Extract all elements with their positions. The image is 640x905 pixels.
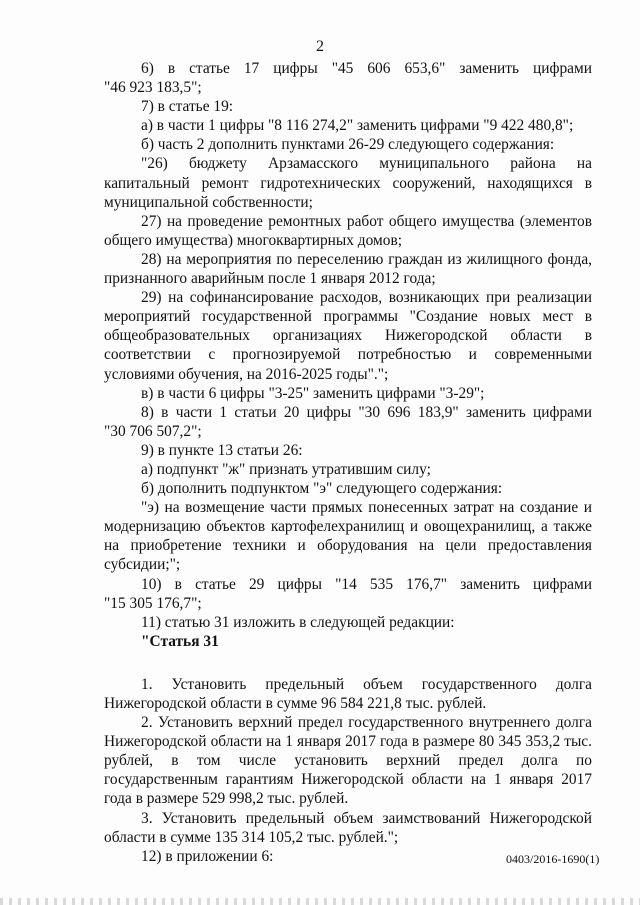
paragraph: а) подпункт "ж" признать утратившим силу; — [141, 460, 431, 478]
paragraph: 29) на софинансирование расходов, возникающих при реализации мероприятий государственной программы "Создание новых мест в общеобразовательных организациях Нижегородской области в соответствии с прогнозируемой потребностью и современными условиями обучения, на 2016-2025 годы"."; — [104, 289, 592, 383]
paragraph: 3. Установить предельный объем заимствований Нижегородской области в сумме 135 314 105,2 тыс. рублей."; — [104, 809, 592, 846]
paragraph: 9) в пункте 13 статьи 26: — [141, 441, 303, 459]
document-code: 0403/2016-1690(1) — [506, 852, 600, 866]
paragraph: 2. Установить верхний предел государственного внутреннего долга Нижегородской области на 1 января 2017 года в размере 80 345 353,2 тыс. рублей, в том числе установить верхний предел долга по государственным гарантиям Нижегородской области на 1 января 2017 года в размере 529 998,2 тыс. рублей. — [104, 714, 592, 808]
page-number: 2 — [316, 38, 324, 55]
paragraph: "э) на возмещение части прямых понесенных затрат на создание и модернизацию объектов картофелехранилищ и овощехранилищ, а также на приобретение техники и оборудования на цели предоставления субсидии;"; — [104, 499, 592, 574]
paragraph: 11) статью 31 изложить в следующей редакции: — [141, 613, 455, 631]
paragraph: 6) в статье 17 цифры "45 606 653,6" заменить цифрами — [141, 60, 592, 77]
paragraph: в) в части 6 цифры "3-25" заменить цифрами "3-29"; — [141, 384, 485, 402]
paragraph: "30 706 507,2"; — [104, 422, 202, 440]
paragraph: "15 305 176,7"; — [104, 594, 202, 612]
paragraph: 28) на мероприятия по переселению граждан из жилищного фонда, признанного аварийным после 1 января 2012 года; — [104, 250, 592, 288]
paragraph: 12) в приложении 6: — [141, 847, 274, 865]
paragraph: 7) в статье 19: — [141, 98, 234, 116]
paragraph: б) часть 2 дополнить пунктами 26-29 следующего содержания: — [141, 136, 555, 154]
paragraph: а) в части 1 цифры "8 116 274,2" заменить цифрами "9 422 480,8"; — [141, 117, 574, 135]
paragraph: "46 923 183,5"; — [104, 79, 202, 97]
paragraph: 8) в части 1 статьи 20 цифры "30 696 183,9" заменить цифрами — [141, 403, 592, 421]
paragraph: 1. Установить предельный объем государственного долга Нижегородской области в сумме 96 584 221,8 тыс. рублей. — [104, 675, 592, 712]
scan-artifact — [0, 898, 640, 905]
paragraph: "26) бюджету Арзамасского муниципального района на капитальный ремонт гидротехнических сооружений, находящихся в муниципальной собственности; — [104, 155, 592, 211]
document-body — [104, 59, 592, 866]
paragraph: "Статья 31 — [141, 632, 219, 650]
spacer — [104, 651, 592, 675]
paragraph: 27) на проведение ремонтных работ общего имущества (элементов общего имущества) многоквартирных домов; — [104, 212, 592, 249]
paragraph: 10) в статье 29 цифры "14 535 176,7" заменить цифрами — [141, 575, 592, 593]
paragraph: б) дополнить подпунктом "э" следующего содержания: — [141, 480, 503, 498]
